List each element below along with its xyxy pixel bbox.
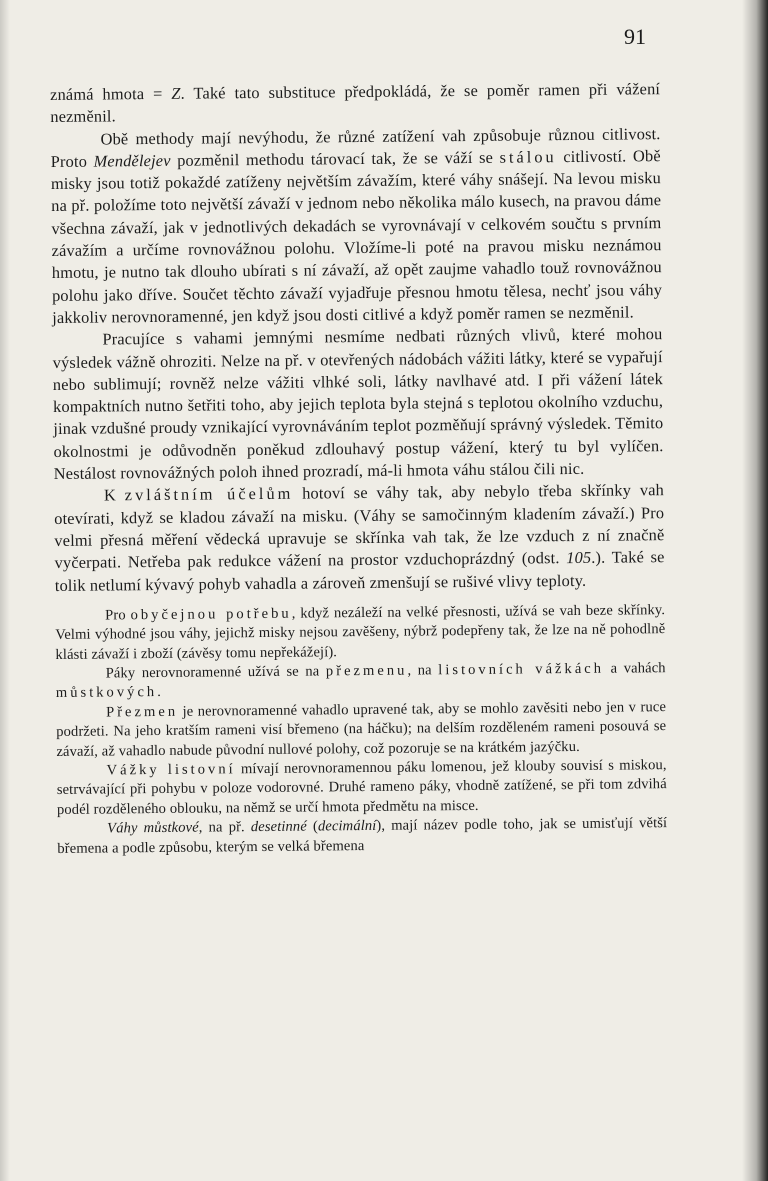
text-run: citlivostí. Obě misky jsou totiž pokaždé zatíženy největším závažím, které váhy snášejí. Na levou misku na př. položíme toto největší závaží v jednom nebo několika málo kusech, na pravou dáme všechna závaží, jak v jednotlivých dekadách se vyrovnávají v celkovém součtu s prvním závažím a určíme rovnovážnou polohu. Vložíme-li poté na pravou misku neznámou hmotu, je nutno tak dlouho ubírati s ní závaží, až opět zaujme vahadlo touž rovnovážnou polohu jako dříve. Součet těchto závaží vyjadřuje přesnou hmotu tělesa, nechť jsou váhy jakkoliv nerovnoramenné, jen když jsou dosti citlivé a když poměr ramen se nezměnil. (50, 146, 663, 327)
italic-run: Z (171, 83, 181, 103)
page-left-shadow (0, 0, 10, 1181)
italic-run: 105 (566, 548, 592, 568)
italic-run: decimální (317, 818, 377, 835)
text-run: . Také tato substituce předpokládá, že se poměr ramen při vážení nezměnil. (50, 79, 661, 127)
italic-run: Mendělejev (93, 150, 171, 171)
text-run: a vahách (603, 660, 666, 677)
text-run: je nerovnoramenné vahadlo upravené tak, aby se mohlo zavěsiti nebo jen v ruce podržeti. Na jeho kratším rameni visí břemeno (na háčku); na delším rozděleném rameni posouvá se závaží, až vahadlo nabude původní nullové polohy, což pozoruje se na krátkém jazýčku. (56, 698, 667, 760)
text-run: , na (407, 662, 439, 679)
paragraph-steelyard (56, 698, 667, 762)
main-text (50, 78, 665, 597)
text-run: Pro (105, 607, 131, 624)
paragraph-fine-scales-influences (52, 323, 663, 485)
spaced-run: listovních vážkách (438, 660, 605, 679)
text-run: ), mají název podle toho, jak se umisťují větší břemena a podle způsobu, kterým se velká břemena (57, 815, 668, 857)
text-run: ( (306, 818, 319, 835)
paragraph-platform-scales (57, 814, 667, 859)
text-run: známá hmota = (50, 83, 172, 104)
text-run: , když nezáleží na velké přesnosti, užívá se vah beze skřínky. Velmi výhodné jsou váhy, jejichž misky nejsou zavěšeny, nýbrž podepřeny tak, že lze na ně pohodlně klásti závaží i zboží (závěsy tomu nepřekážejí). (55, 601, 666, 663)
paragraph-ordinary-use (55, 601, 666, 665)
spaced-run: Přezmen (105, 703, 179, 721)
page-text (50, 78, 667, 859)
spaced-run: zvláštním účelům (124, 484, 294, 505)
page-number: 91 (624, 24, 646, 49)
text-run: mívají nerovnoramennou páku lomenou, jež klouby souvisí s miskou, setrvávající při pohybu v poloze vodorovné. Druhé rameno páky, vhodně zatížené, se při tom zdvihá podél rozděleného oblouku, na němž se určí hmota předmětu na misce. (56, 757, 667, 818)
paragraph-mendelejev-method (50, 123, 662, 330)
small-print-text (55, 601, 667, 859)
text-run: . (157, 684, 162, 701)
text-run: K (103, 485, 125, 505)
paragraph-unequal-arm-levers (56, 659, 666, 704)
paragraph-continuation (50, 78, 660, 128)
page-edge-shadow (742, 0, 768, 1181)
paragraph-letter-scales (57, 756, 668, 820)
italic-run: Váhy můstkové (107, 819, 199, 837)
text-run: , na př. (198, 819, 251, 836)
text-run: hotoví se váhy tak, aby nebylo třeba skřínky vah otevírati, když se kladou závaží na misku. (Váhy se samočinným kladením závaží.) Pro velmi přesná měření vědecká upravuje se skřínka vah tak, že lze vzduch z ní značně vyčerpati. Netřeba pak redukce vážení na prostor vzduchoprázdný (odst. (54, 480, 665, 573)
spaced-run: obyčejnou potřebu (130, 605, 292, 624)
spaced-run: Vážky listovní (106, 761, 236, 779)
text-run: Obě methody mají nevýhodu, že různé zatížení vah způsobuje různou citlivost. Proto (50, 123, 661, 171)
italic-run: desetinné (250, 818, 307, 836)
spaced-run: můstkových (55, 684, 158, 702)
text-run: .). Také se tolik netlumí kývavý pohyb vahadla a zároveň zmenšují se rušivé vlivy teploty. (54, 547, 665, 595)
paragraph-special-purpose-scales (54, 479, 665, 596)
spaced-run: stálou (499, 147, 557, 167)
text-run: Pracujíce s vahami jemnými nesmíme nedbati různých vlivů, které mohou výsledek vážně ohroziti. Nelze na př. v otevřených nádobách vážiti látky, které se vypařují nebo sublimují; rovněž nelze vážiti vlhké soli, látky navlhavé atd. I při vážení látek kompaktních nutno šetřiti toho, aby jejich teplota byla stejná s teplotou okolního vzduchu, jinak vzdušné proudy vznikající vyrovnáváním teplot pozměňují správný výsledek. Těmito okolnostmi je odůvodněn poněkud zdlouhavý postup vážení, který tu byl vylíčen. Nestálost rovnovážných poloh ihned prozradí, má-li hmota váhu stálou čili nic. (52, 324, 664, 484)
spaced-run: přezmenu (325, 662, 408, 680)
text-run: pozměnil methodu tárovací tak, že se váží se (170, 147, 500, 170)
text-run: Páky nerovnoramenné užívá se na (105, 663, 326, 682)
